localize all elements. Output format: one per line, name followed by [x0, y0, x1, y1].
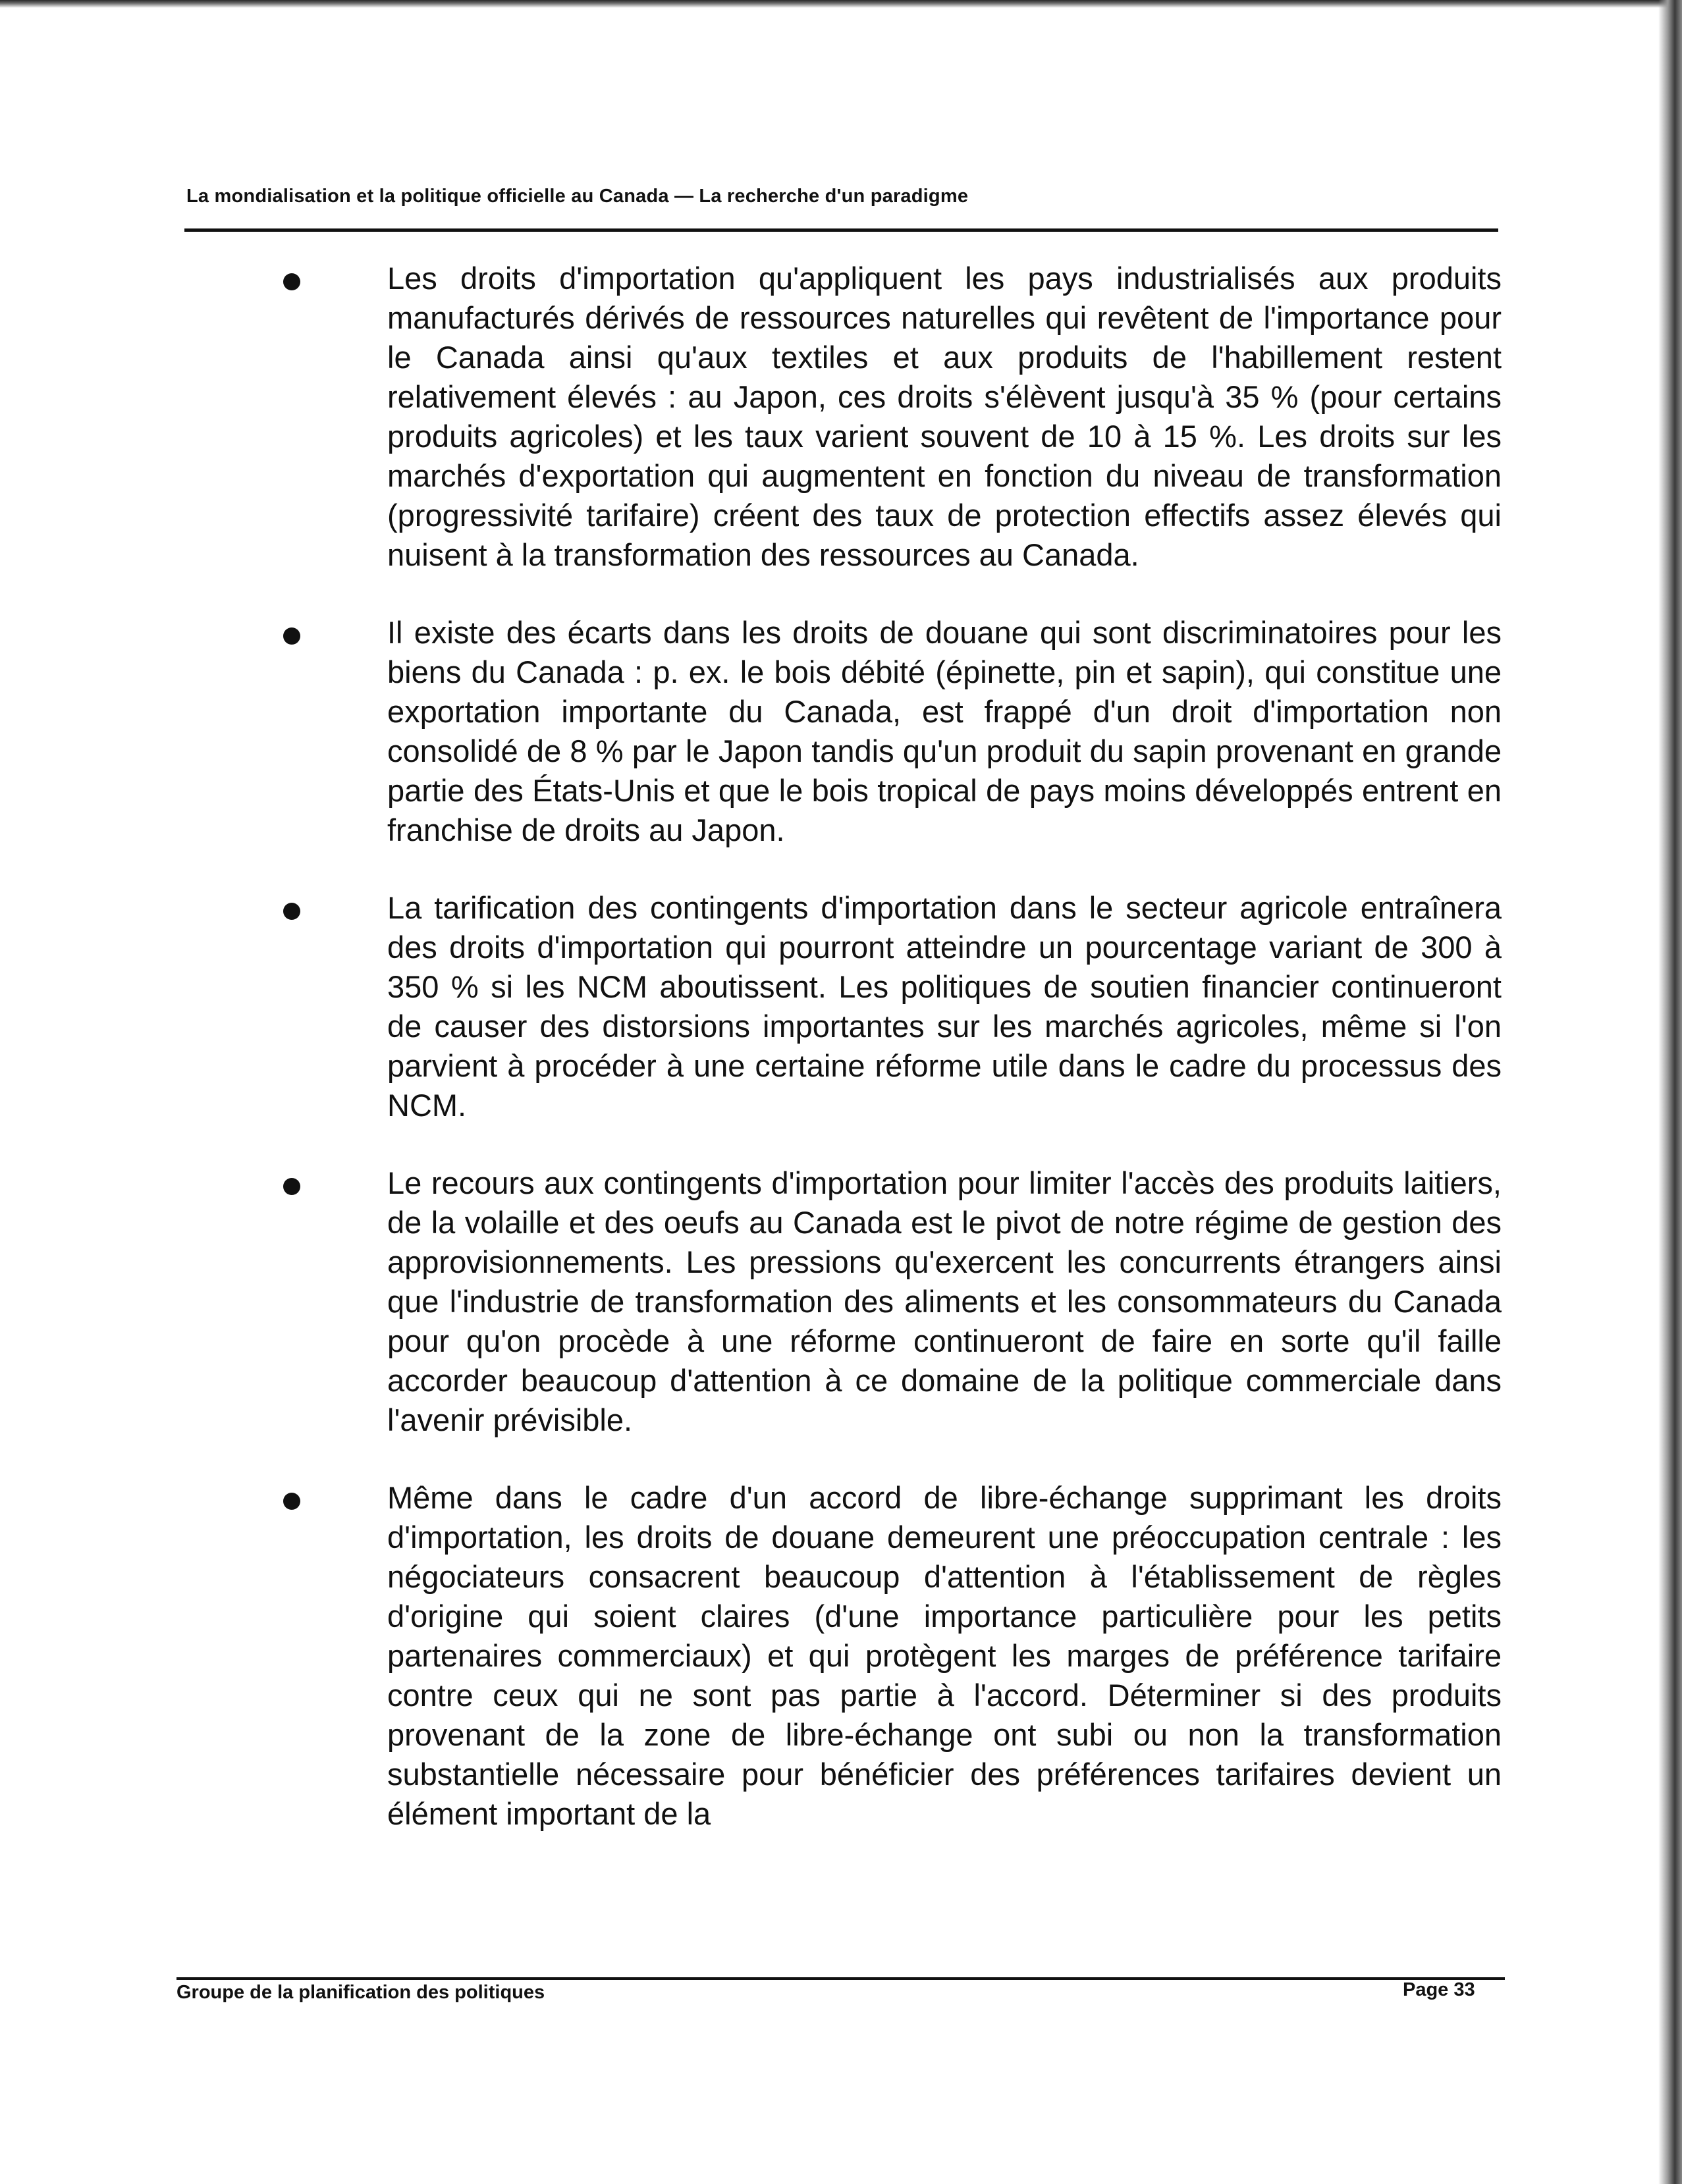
bullet-text: La tarification des contingents d'importation dans le secteur agricole entraînera des droits d'importation qui pourront atteindre un pourcentage variant de 300 à 350 % si les NCM aboutissent. Les politiques de soutien financier continueront de causer des distorsions importantes sur les marchés agricoles, même si l'on parvient à procéder à une certaine réforme utile dans le cadre du processus des NCM. [387, 890, 1502, 1123]
bullet-dot-icon [283, 1178, 300, 1195]
running-header: La mondialisation et la politique officielle au Canada — La recherche d'un paradigme [186, 186, 969, 207]
bullet-dot-icon [283, 1493, 300, 1510]
scan-right-edge [1658, 0, 1682, 2184]
bullet-text: Il existe des écarts dans les droits de douane qui sont discriminatoires pour les biens du Canada : p. ex. le bois débité (épinette, pin et sapin), qui constitue une exportation importante du Canada, est frappé d'un droit d'importation non consolidé de 8 % par le Japon tandis qu'un produit du sapin provenant en grande partie des États-Unis et que le bois tropical de pays moins développés entrent en franchise de droits au Japon. [387, 615, 1502, 847]
header-rule [184, 228, 1498, 232]
bullet-item-customs-gaps [283, 613, 1502, 850]
scan-top-edge [0, 0, 1682, 8]
bullet-text: Le recours aux contingents d'importation pour limiter l'accès des produits laitiers, de la volaille et des oeufs au Canada est le pivot de notre régime de gestion des approvisionnements. Les pressions qu'exercent les concurrents étrangers ainsi que l'industrie de transformation des aliments et les consommateurs du Canada pour qu'on procède à une réforme continueront de faire en sorte qu'il faille accorder beaucoup d'attention à ce domaine de la politique commerciale dans l'avenir prévisible. [387, 1165, 1502, 1437]
bullet-item-supply-management [283, 1163, 1502, 1440]
bullet-item-tariffs-industrialized [283, 259, 1502, 575]
bullet-item-free-trade-origin [283, 1478, 1502, 1834]
bullet-text: Les droits d'importation qu'appliquent les pays industrialisés aux produits manufacturés dérivés de ressources naturelles qui revêtent de l'importance pour le Canada ainsi qu'aux textiles et aux produits de l'habillement restent relativement élevés : au Japon, ces droits s'élèvent jusqu'à 35 % (pour certains produits agricoles) et les taux varient souvent de 10 à 15 %. Les droits sur les marchés d'exportation qui augmentent en fonction du niveau de transformation (progressivité tarifaire) créent des taux de protection effectifs assez élevés qui nuisent à la transformation des ressources au Canada. [387, 261, 1502, 572]
bullet-list [283, 259, 1502, 1872]
bullet-text: Même dans le cadre d'un accord de libre-échange supprimant les droits d'importation, les droits de douane demeurent une préoccupation centrale : les négociateurs consacrent beaucoup d'attention à l'établissement de règles d'origine qui soient claires (d'une importance particulière pour les petits partenaires commerciaux) et qui protègent les marges de préférence tarifaire contre ceux qui ne sont pas partie à l'accord. Déterminer si des produits provenant de la zone de libre-échange ont subi ou non la transformation substantielle nécessaire pour bénéficier des préférences tarifaires devient un élément important de la [387, 1480, 1502, 1831]
bullet-dot-icon [283, 903, 300, 920]
footer-rule [176, 1977, 1505, 1980]
bullet-dot-icon [283, 273, 300, 290]
footer-group-name: Groupe de la planification des politiques [176, 1982, 545, 2003]
bullet-dot-icon [283, 627, 300, 645]
bullet-item-agricultural-quotas [283, 888, 1502, 1125]
page-number: Page 33 [1403, 1979, 1475, 2000]
